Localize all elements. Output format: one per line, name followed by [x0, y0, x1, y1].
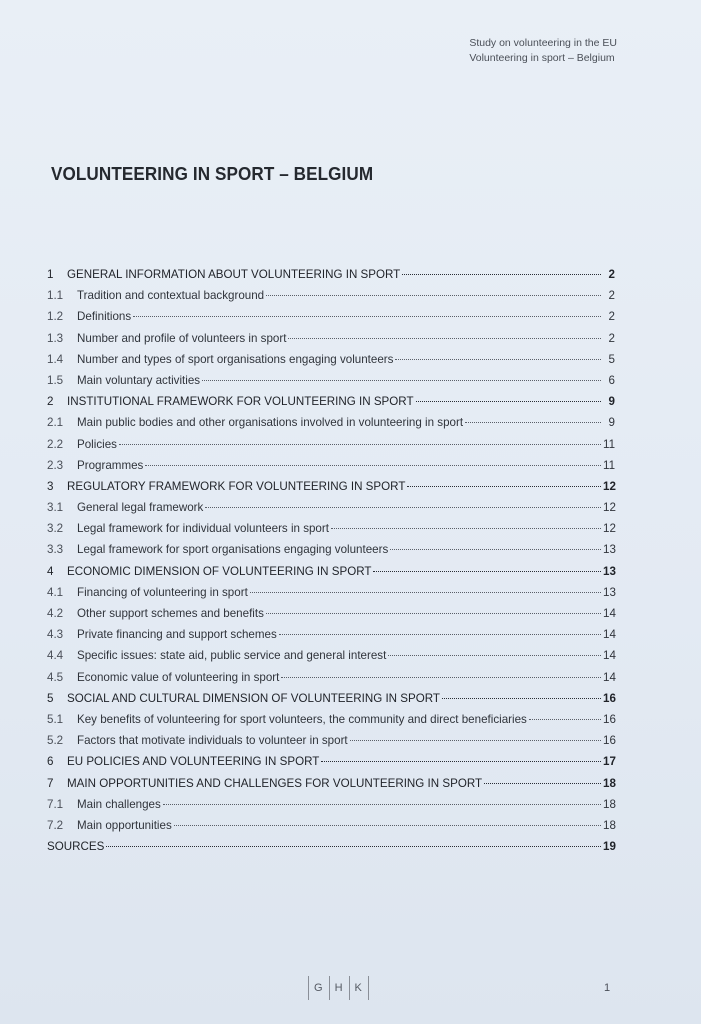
- table-of-contents: [47, 268, 615, 861]
- logo-letter-h: H: [334, 982, 344, 994]
- toc-subsection-entry[interactable]: [47, 713, 615, 734]
- toc-entry-number: 3.3: [47, 543, 64, 557]
- toc-entry-title: Tradition and contextual background: [77, 289, 265, 303]
- toc-subsection-entry[interactable]: [47, 543, 615, 564]
- toc-dot-leader: [145, 465, 601, 466]
- toc-subsection-entry[interactable]: [47, 628, 615, 649]
- toc-dot-leader: [416, 401, 601, 402]
- logo-divider: [308, 976, 309, 1000]
- toc-entry-number: 1.4: [47, 352, 64, 366]
- toc-section-entry[interactable]: [47, 565, 615, 586]
- toc-entry-title: Main challenges: [77, 797, 161, 811]
- toc-entry-page: 9: [608, 395, 615, 409]
- toc-dot-leader: [250, 592, 601, 593]
- toc-entry-number: 5.1: [47, 712, 64, 726]
- toc-dot-leader: [373, 571, 601, 572]
- toc-entry-number: 1.3: [47, 331, 64, 345]
- toc-entry-page: 2: [608, 310, 615, 324]
- toc-entry-page: 14: [603, 670, 616, 684]
- toc-section-entry[interactable]: [47, 840, 615, 861]
- toc-dot-leader: [205, 507, 601, 508]
- toc-entry-page: 2: [608, 289, 615, 303]
- toc-entry-number: 5: [47, 691, 54, 705]
- toc-entry-number: 4.4: [47, 649, 64, 663]
- toc-subsection-entry[interactable]: [47, 819, 615, 840]
- toc-entry-number: 7.1: [47, 797, 64, 811]
- toc-subsection-entry[interactable]: [47, 438, 615, 459]
- toc-subsection-entry[interactable]: [47, 332, 615, 353]
- toc-entry-page: 14: [603, 628, 616, 642]
- toc-dot-leader: [442, 698, 601, 699]
- toc-entry-title: Private financing and support schemes: [77, 628, 277, 642]
- toc-dot-leader: [288, 338, 601, 339]
- toc-entry-page: 2: [608, 331, 615, 345]
- toc-section-entry[interactable]: [47, 692, 615, 713]
- toc-entry-number: 7: [47, 776, 54, 790]
- running-header: [469, 36, 617, 66]
- toc-dot-leader: [106, 846, 601, 847]
- toc-entry-title: Financing of volunteering in sport: [77, 585, 248, 599]
- toc-entry-title: Main public bodies and other organisations involved in volunteering in sport: [77, 416, 464, 430]
- logo-divider: [368, 976, 369, 1000]
- toc-dot-leader: [529, 719, 601, 720]
- toc-entry-title: Policies: [77, 437, 117, 451]
- toc-dot-leader: [266, 613, 601, 614]
- toc-entry-number: 5.2: [47, 734, 64, 748]
- toc-subsection-entry[interactable]: [47, 501, 615, 522]
- toc-entry-page: 13: [603, 543, 616, 557]
- toc-entry-title: Specific issues: state aid, public service and general interest: [77, 649, 387, 663]
- toc-entry-title: General legal framework: [77, 501, 204, 515]
- toc-entry-page: 5: [608, 352, 615, 366]
- toc-entry-number: 2: [47, 395, 54, 409]
- toc-entry-number: 4.1: [47, 585, 64, 599]
- toc-entry-page: 19: [603, 840, 616, 854]
- toc-dot-leader: [266, 295, 601, 296]
- toc-entry-page: 16: [603, 734, 616, 748]
- toc-subsection-entry[interactable]: [47, 671, 615, 692]
- toc-entry-title: Legal framework for individual volunteers in sport: [77, 522, 329, 536]
- toc-subsection-entry[interactable]: [47, 416, 615, 437]
- toc-dot-leader: [465, 422, 601, 423]
- toc-entry-number: 2.2: [47, 437, 64, 451]
- toc-entry-page: 18: [603, 776, 616, 790]
- toc-entry-page: 2: [608, 268, 615, 281]
- toc-dot-leader: [119, 444, 601, 445]
- toc-section-entry[interactable]: [47, 480, 615, 501]
- toc-dot-leader: [331, 528, 601, 529]
- toc-dot-leader: [321, 761, 601, 762]
- ghk-logo: [303, 976, 374, 1000]
- toc-section-entry[interactable]: [47, 755, 615, 776]
- toc-entry-number: 4.5: [47, 670, 64, 684]
- toc-dot-leader: [350, 740, 601, 741]
- toc-section-entry[interactable]: [47, 395, 615, 416]
- toc-entry-title: ECONOMIC DIMENSION OF VOLUNTEERING IN SPORT: [67, 564, 372, 578]
- toc-dot-leader: [202, 380, 601, 381]
- toc-dot-leader: [402, 274, 601, 275]
- toc-section-entry[interactable]: [47, 268, 615, 289]
- toc-entry-number: 3.2: [47, 522, 64, 536]
- toc-dot-leader: [390, 549, 601, 550]
- toc-subsection-entry[interactable]: [47, 522, 615, 543]
- logo-letter-k: K: [354, 982, 363, 994]
- toc-entry-number: 2.3: [47, 458, 64, 472]
- toc-entry-number: 7.2: [47, 818, 64, 832]
- toc-entry-title: SOCIAL AND CULTURAL DIMENSION OF VOLUNTEERING IN SPORT: [67, 691, 440, 705]
- toc-entry-number: 4: [47, 564, 54, 578]
- toc-subsection-entry[interactable]: [47, 289, 615, 310]
- toc-entry-page: 14: [603, 607, 616, 620]
- toc-entry-page: 14: [603, 649, 616, 663]
- toc-entry-page: 16: [603, 712, 616, 726]
- toc-entry-title: GENERAL INFORMATION ABOUT VOLUNTEERING IN SPORT: [67, 268, 401, 281]
- document-title: VOLUNTEERING IN SPORT – BELGIUM: [51, 164, 374, 184]
- toc-entry-page: 6: [608, 373, 615, 387]
- toc-entry-page: 13: [603, 564, 616, 578]
- toc-entry-page: 12: [603, 479, 616, 493]
- toc-dot-leader: [281, 677, 601, 678]
- toc-subsection-entry[interactable]: [47, 798, 615, 819]
- toc-entry-title: REGULATORY FRAMEWORK FOR VOLUNTEERING IN SPORT: [67, 479, 406, 493]
- toc-entry-number: 2.1: [47, 416, 64, 430]
- toc-subsection-entry[interactable]: [47, 374, 615, 395]
- toc-entry-page: 12: [603, 501, 616, 515]
- toc-entry-title: Economic value of volunteering in sport: [77, 670, 280, 684]
- toc-entry-number: 1.5: [47, 373, 64, 387]
- toc-subsection-entry[interactable]: [47, 734, 615, 755]
- toc-entry-title: Other support schemes and benefits: [77, 607, 264, 620]
- toc-entry-number: 4.2: [47, 607, 64, 620]
- logo-letter-g: G: [314, 982, 324, 994]
- logo-divider: [329, 976, 330, 1000]
- toc-entry-number: 3.1: [47, 501, 64, 515]
- toc-entry-title: Number and profile of volunteers in sport: [77, 331, 287, 345]
- toc-entry-title: MAIN OPPORTUNITIES AND CHALLENGES FOR VOLUNTEERING IN SPORT: [67, 776, 483, 790]
- toc-entry-number: 1.2: [47, 310, 64, 324]
- toc-entry-title: Definitions: [77, 310, 132, 324]
- toc-section-entry[interactable]: [47, 777, 615, 798]
- toc-subsection-entry[interactable]: [47, 586, 615, 607]
- toc-subsection-entry[interactable]: [47, 353, 615, 374]
- toc-dot-leader: [395, 359, 601, 360]
- toc-entry-page: 18: [603, 797, 616, 811]
- toc-dot-leader: [388, 655, 601, 656]
- toc-entry-page: 13: [603, 585, 616, 599]
- toc-subsection-entry[interactable]: [47, 607, 615, 628]
- header-line-country: Volunteering in sport – Belgium: [469, 52, 615, 64]
- toc-entry-title: SOURCES: [47, 840, 105, 854]
- header-line-study: Study on volunteering in the EU: [469, 37, 617, 49]
- toc-dot-leader: [174, 825, 601, 826]
- toc-dot-leader: [279, 634, 601, 635]
- toc-entry-number: 1.1: [47, 289, 64, 303]
- toc-subsection-entry[interactable]: [47, 649, 615, 670]
- toc-entry-page: 18: [603, 818, 616, 832]
- logo-divider: [349, 976, 350, 1000]
- toc-entry-number: 4.3: [47, 628, 64, 642]
- toc-entry-title: INSTITUTIONAL FRAMEWORK FOR VOLUNTEERING IN SPORT: [67, 395, 414, 409]
- toc-entry-page: 17: [603, 755, 616, 769]
- toc-dot-leader: [407, 486, 601, 487]
- toc-entry-number: 3: [47, 479, 54, 493]
- toc-entry-page: 12: [603, 522, 616, 536]
- toc-subsection-entry[interactable]: [47, 459, 615, 480]
- toc-entry-title: Key benefits of volunteering for sport volunteers, the community and direct beneficiaries: [77, 712, 527, 726]
- toc-entry-title: Factors that motivate individuals to volunteer in sport: [77, 734, 348, 748]
- toc-entry-title: Main voluntary activities: [77, 373, 201, 387]
- toc-entry-title: Main opportunities: [77, 818, 172, 832]
- toc-entry-title: EU POLICIES AND VOLUNTEERING IN SPORT: [67, 755, 320, 769]
- toc-entry-page: 16: [603, 691, 616, 705]
- page-number: 1: [604, 982, 611, 994]
- toc-entry-title: Legal framework for sport organisations engaging volunteers: [77, 543, 389, 557]
- toc-subsection-entry[interactable]: [47, 310, 615, 331]
- toc-entry-title: Number and types of sport organisations engaging volunteers: [77, 352, 394, 366]
- toc-dot-leader: [163, 804, 601, 805]
- toc-entry-page: 11: [603, 458, 616, 472]
- toc-dot-leader: [133, 316, 601, 317]
- toc-entry-page: 11: [603, 437, 616, 451]
- toc-entry-page: 9: [608, 416, 615, 430]
- toc-entry-number: 6: [47, 755, 54, 769]
- toc-entry-number: 1: [47, 268, 54, 281]
- toc-entry-title: Programmes: [77, 458, 144, 472]
- toc-dot-leader: [484, 783, 601, 784]
